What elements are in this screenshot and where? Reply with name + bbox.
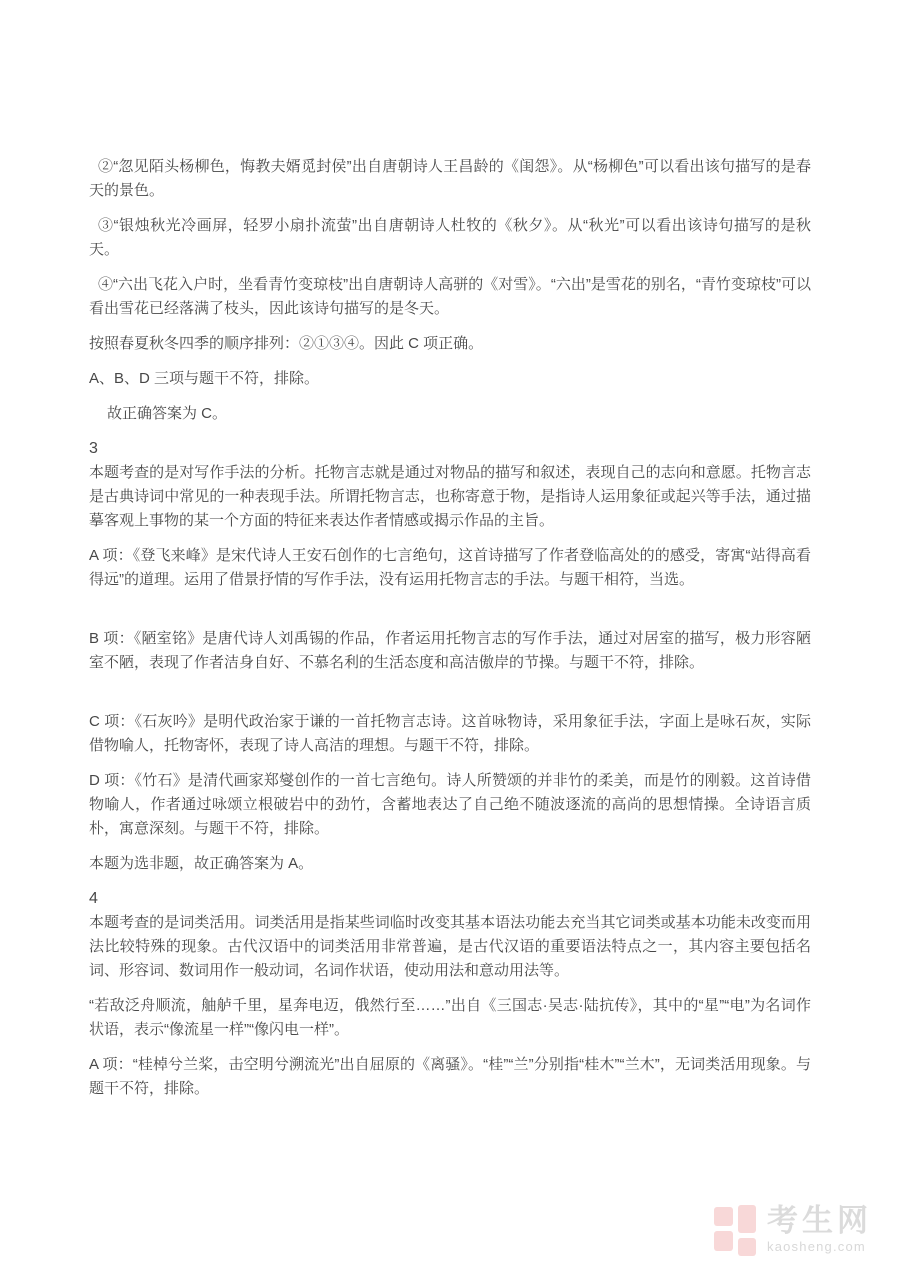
option-c-analysis: C 项：《石灰吟》是明代政治家于谦的一首托物言志诗。这首咏物诗，采用象征手法，字面上是咏石灰，实际借物喻人，托物寄怀，表现了诗人高洁的理想。与题干不符，排除。 — [89, 713, 811, 754]
logo-block-top-right — [738, 1205, 756, 1233]
season-order-conclusion: 按照春夏秋冬四季的顺序排列：②①③④。因此 C 项正确。 — [89, 335, 484, 352]
option-a-analysis: A 项：《登飞来峰》是宋代诗人王安石创作的七言绝句，这首诗描写了作者登临高处的的感受，寄寓“站得高看得远”的道理。运用了借景抒情的写作手法，没有运用托物言志的手法。与题干相符，当选。 — [89, 547, 811, 588]
logo-block-bottom-left — [714, 1231, 733, 1251]
section-3-intro: 本题考查的是对写作手法的分析。托物言志就是通过对物品的描写和叙述，表现自己的志向和意愿。托物言志是古典诗词中常见的一种表现手法。所谓托物言志，也称寄意于物，是指诗人运用象征或起兴等手法，通过描摹客观上事物的某一个方面的特征来表达作者情感或揭示作品的主旨。 — [89, 464, 811, 529]
explanation-item-winter: ④“六出飞花入户时，坐看青竹变琼枝”出自唐朝诗人高骈的《对雪》。“六出”是雪花的别名，“青竹变琼枝”可以看出雪花已经落满了枝头，因此该诗句描写的是冬天。 — [89, 276, 811, 317]
option-a-analysis-q4: A 项：“桂棹兮兰桨，击空明兮溯流光”出自屈原的《离骚》。“桂”“兰”分别指“桂木”“兰木”，无词类活用现象。与题干不符，排除。 — [89, 1056, 811, 1097]
section-3-number: 3 — [89, 440, 98, 457]
logo-block-bottom-right — [738, 1238, 756, 1256]
section-4-number: 4 — [89, 890, 98, 907]
option-d-analysis: D 项：《竹石》是清代画家郑燮创作的一首七言绝句。诗人所赞颂的并非竹的柔美，而是竹的刚毅。这首诗借物喻人，作者通过咏颂立根破岩中的劲竹，含蓄地表达了自己绝不随波逐流的高尚的思想情操。全诗语言质朴，寓意深刻。与题干不符，排除。 — [89, 772, 811, 837]
option-b-analysis: B 项：《陋室铭》是唐代诗人刘禹锡的作品，作者运用托物言志的写作手法，通过对居室的描写，极力形容陋室不陋，表现了作者洁身自好、不慕名利的生活态度和高洁傲岸的节操。与题干不符，排除。 — [89, 630, 811, 671]
explanation-item-autumn: ③“银烛秋光冷画屏，轻罗小扇扑流萤”出自唐朝诗人杜牧的《秋夕》。从“秋光”可以看出该诗句描写的是秋天。 — [89, 217, 811, 258]
watermark-brand — [767, 1205, 872, 1254]
answer-c-statement: 故正确答案为 C。 — [107, 405, 228, 422]
answer-a-statement: 本题为选非题，故正确答案为 A。 — [89, 855, 314, 872]
section-4-intro: 本题考查的是词类活用。词类活用是指某些词临时改变其基本语法功能去充当其它词类或基本功能未改变而用法比较特殊的现象。古代汉语中的词类活用非常普遍，是古代汉语的重要语法特点之一，其内容主要包括名词、形容词、数词用作一般动词，名词作状语，使动用法和意动用法等。 — [89, 914, 811, 979]
watermark-brand-name: 考生网 — [767, 1203, 872, 1238]
source-quote-analysis: “若敌泛舟顺流，舳舻千里，星奔电迈，俄然行至……”出自《三国志·吴志·陆抗传》，其中的“星”“电”为名词作状语，表示“像流星一样”“像闪电一样”。 — [89, 997, 811, 1038]
abd-elimination-note: A、B、D 三项与题干不符，排除。 — [89, 370, 320, 387]
kaosheng-logo-icon — [714, 1205, 758, 1258]
watermark-domain: kaosheng.com — [767, 1239, 866, 1254]
logo-block-top-left — [714, 1207, 733, 1226]
kaosheng-watermark — [714, 1205, 872, 1258]
explanation-item-spring: ②“忽见陌头杨柳色，悔教夫婿觅封侯”出自唐朝诗人王昌龄的《闺怨》。从“杨柳色”可以看出该句描写的是春天的景色。 — [89, 158, 811, 199]
